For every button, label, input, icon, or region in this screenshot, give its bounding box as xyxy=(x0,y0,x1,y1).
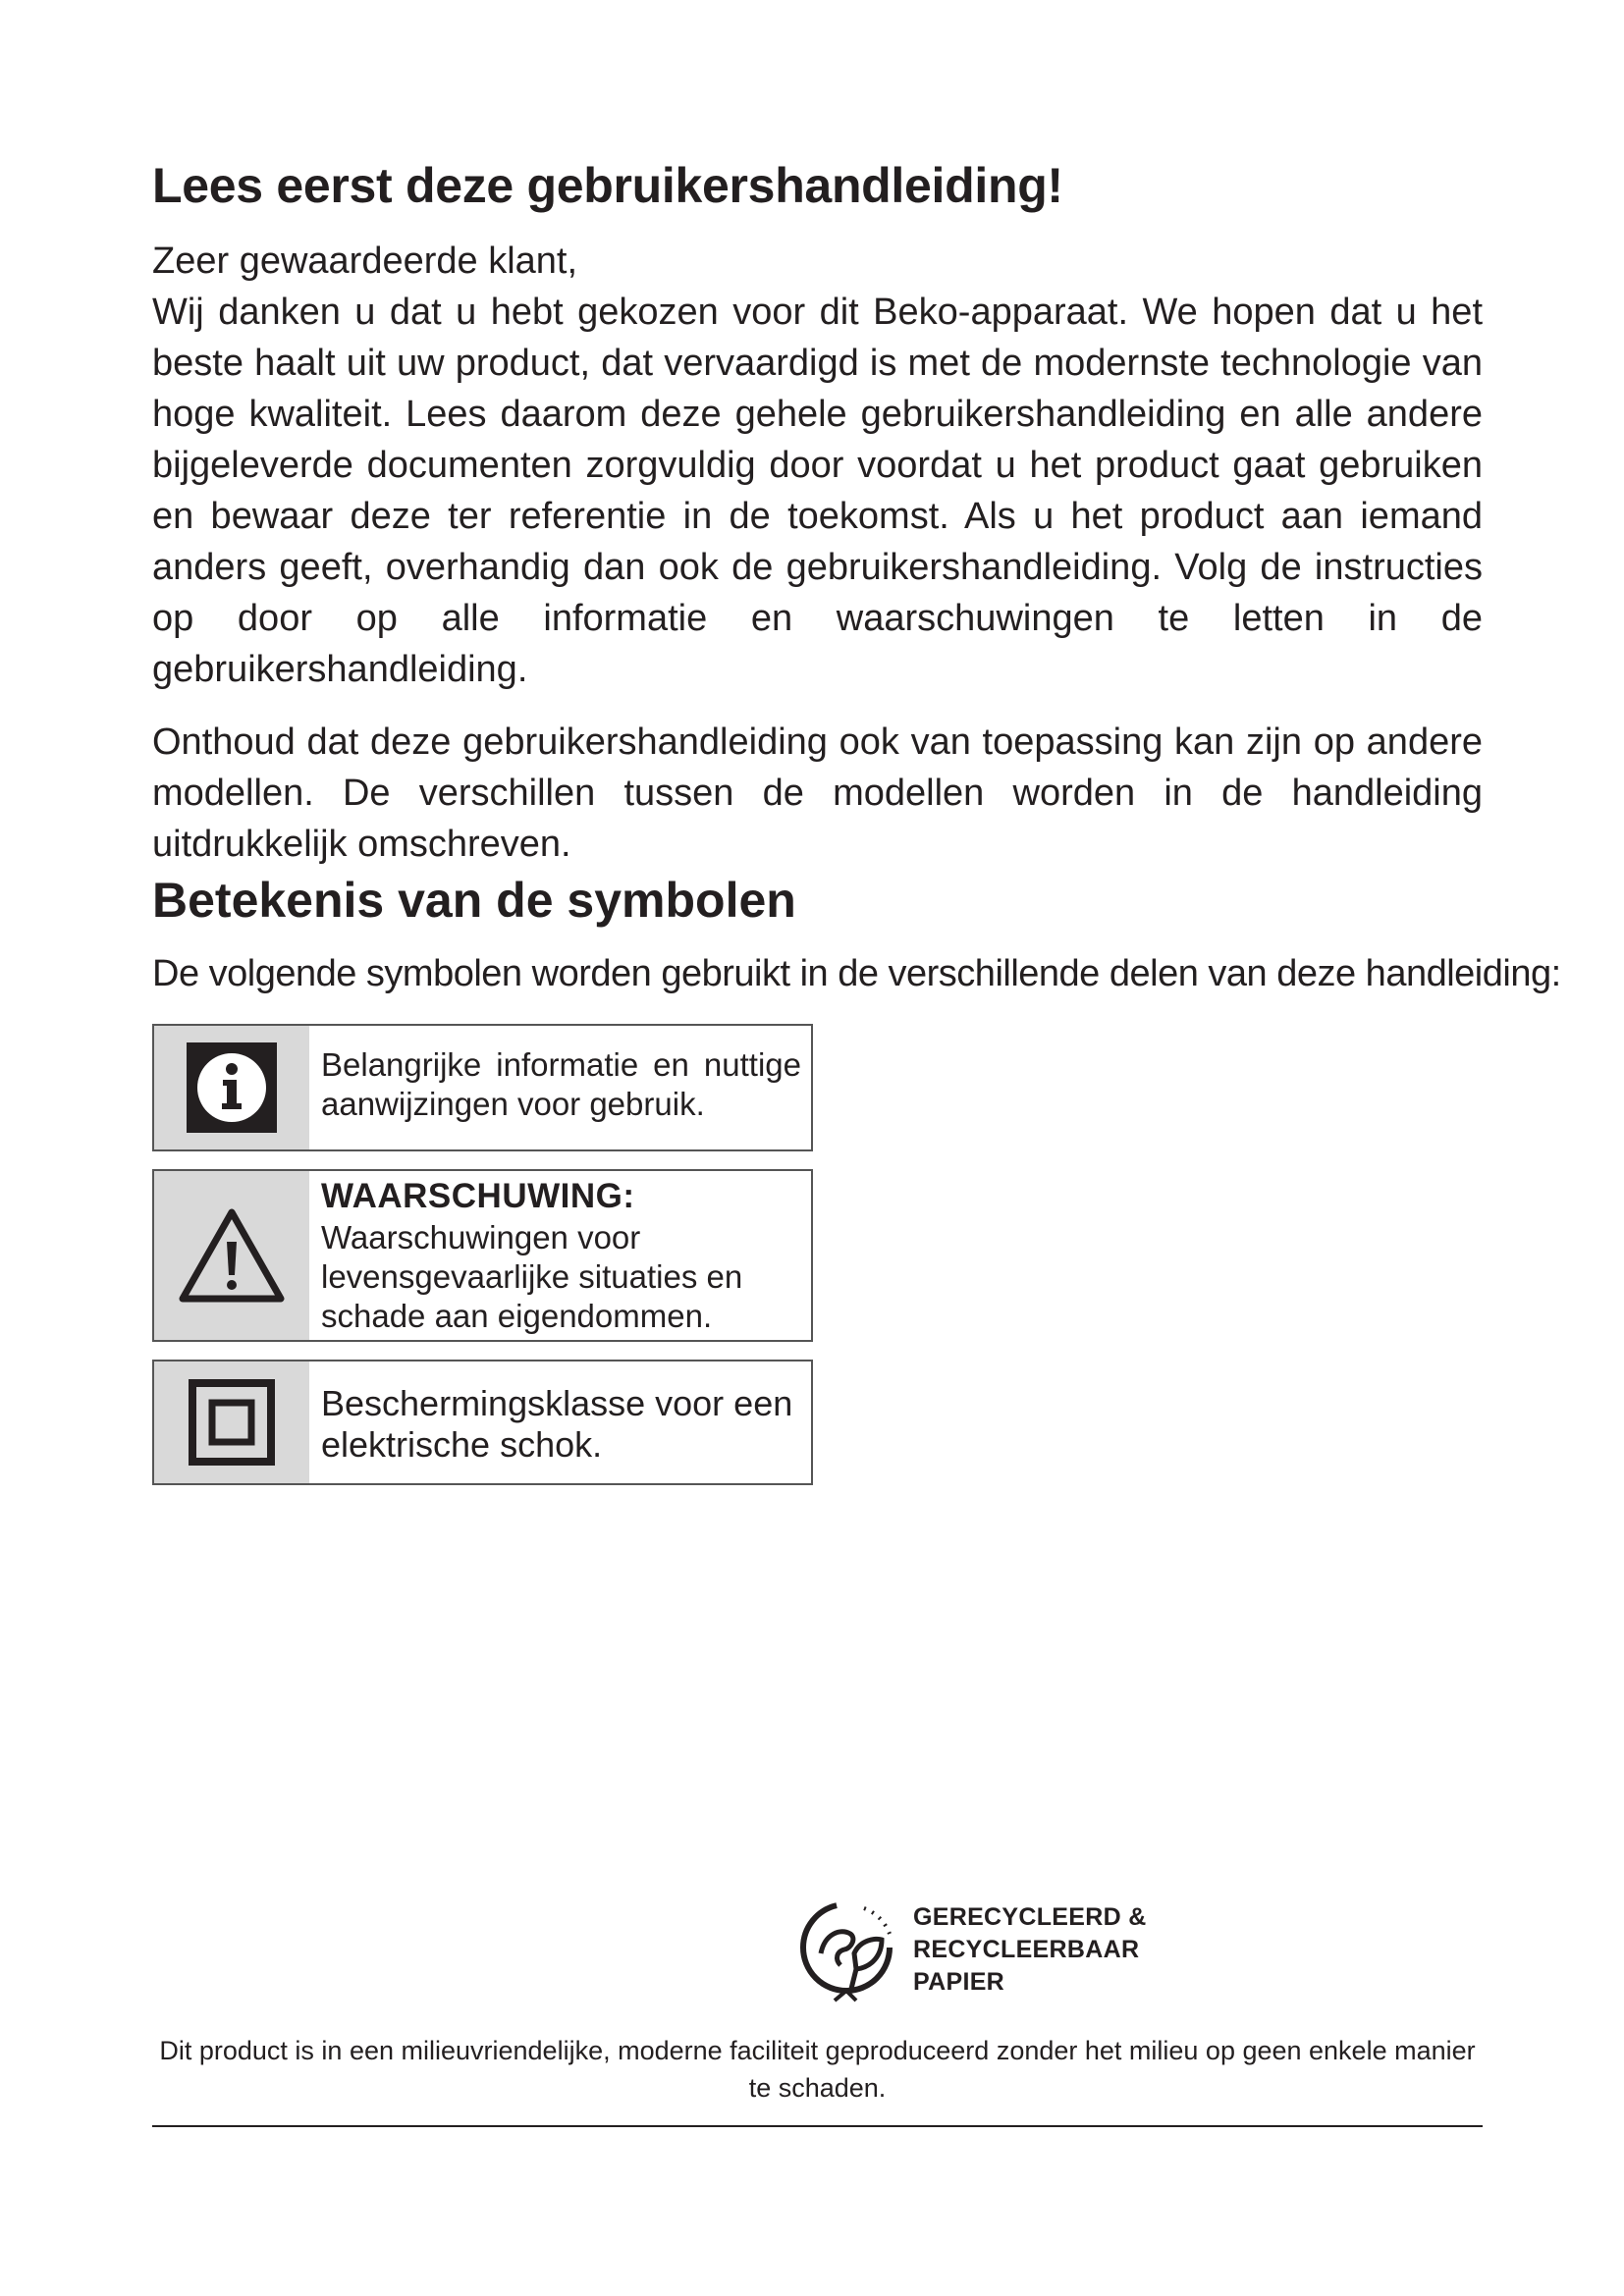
symbols-intro: De volgende symbolen worden gebruikt in de verschillende delen van deze handleiding: xyxy=(152,953,1561,994)
symbols-list xyxy=(152,1024,813,1503)
info-icon xyxy=(154,1026,309,1149)
symbol-info-box xyxy=(152,1024,813,1151)
footer-note: Dit product is in een milieuvriendelijke, moderne faciliteit geproduceerd zonder het milieu op geen enkele manier te schaden. xyxy=(159,2036,1476,2103)
protection-class-icon xyxy=(154,1362,309,1483)
salutation: Zeer gewaardeerde klant, xyxy=(152,240,578,282)
recycle-line: RECYCLEERBAAR xyxy=(913,1935,1140,1963)
warning-title: WAARSCHUWING: xyxy=(321,1177,635,1215)
recycle-text xyxy=(913,1901,1147,1999)
page-title: Lees eerst deze gebruikershandleiding! xyxy=(152,158,1063,213)
symbols-heading: Betekenis van de symbolen xyxy=(152,873,796,928)
footer-divider xyxy=(152,2125,1483,2127)
recycle-line: GERECYCLEERD & xyxy=(913,1902,1147,1931)
symbol-warning-text: Waarschuwingen voor levensgevaarlijke situaties en schade aan eigendommen. xyxy=(321,1219,743,1334)
symbol-protection-box xyxy=(152,1360,813,1485)
recycled-paper-badge xyxy=(795,1895,1147,2004)
intro-note: Onthoud dat deze gebruikershandleiding ook van toepassing kan zijn op andere modellen. De verschillen tussen de modellen worden in de handleiding uitdrukkelijk omschreven. xyxy=(152,721,1483,865)
symbol-protection-text: Beschermingsklasse voor een elektrische schok. xyxy=(321,1383,793,1465)
intro-body: Wij danken u dat u hebt gekozen voor dit Beko-apparaat. We hopen dat u het beste haalt uit uw product, dat vervaardigd is met de modernste technologie van hoge kwaliteit. Lees daarom deze gehele gebruikershandleiding en alle andere bijgeleverde documenten zorgvuldig door voordat u het product gaat gebruiken en bewaar deze ter referentie in de toekomst. Als u het product aan iemand anders geeft, overhandig dan ook de gebruikershandleiding. Volg de instructies op door op alle informatie en waarschuwingen te letten in de gebruikershandleiding. xyxy=(152,292,1483,690)
recycled-paper-icon xyxy=(795,1895,897,2004)
warning-triangle-icon xyxy=(154,1171,309,1340)
symbol-warning-box xyxy=(152,1169,813,1342)
recycle-line: PAPIER xyxy=(913,1967,1005,1996)
symbol-info-text: Belangrijke informatie en nuttige aanwijzingen voor gebruik. xyxy=(321,1046,801,1122)
intro-text xyxy=(152,236,1483,870)
manual-page xyxy=(152,0,1561,2296)
